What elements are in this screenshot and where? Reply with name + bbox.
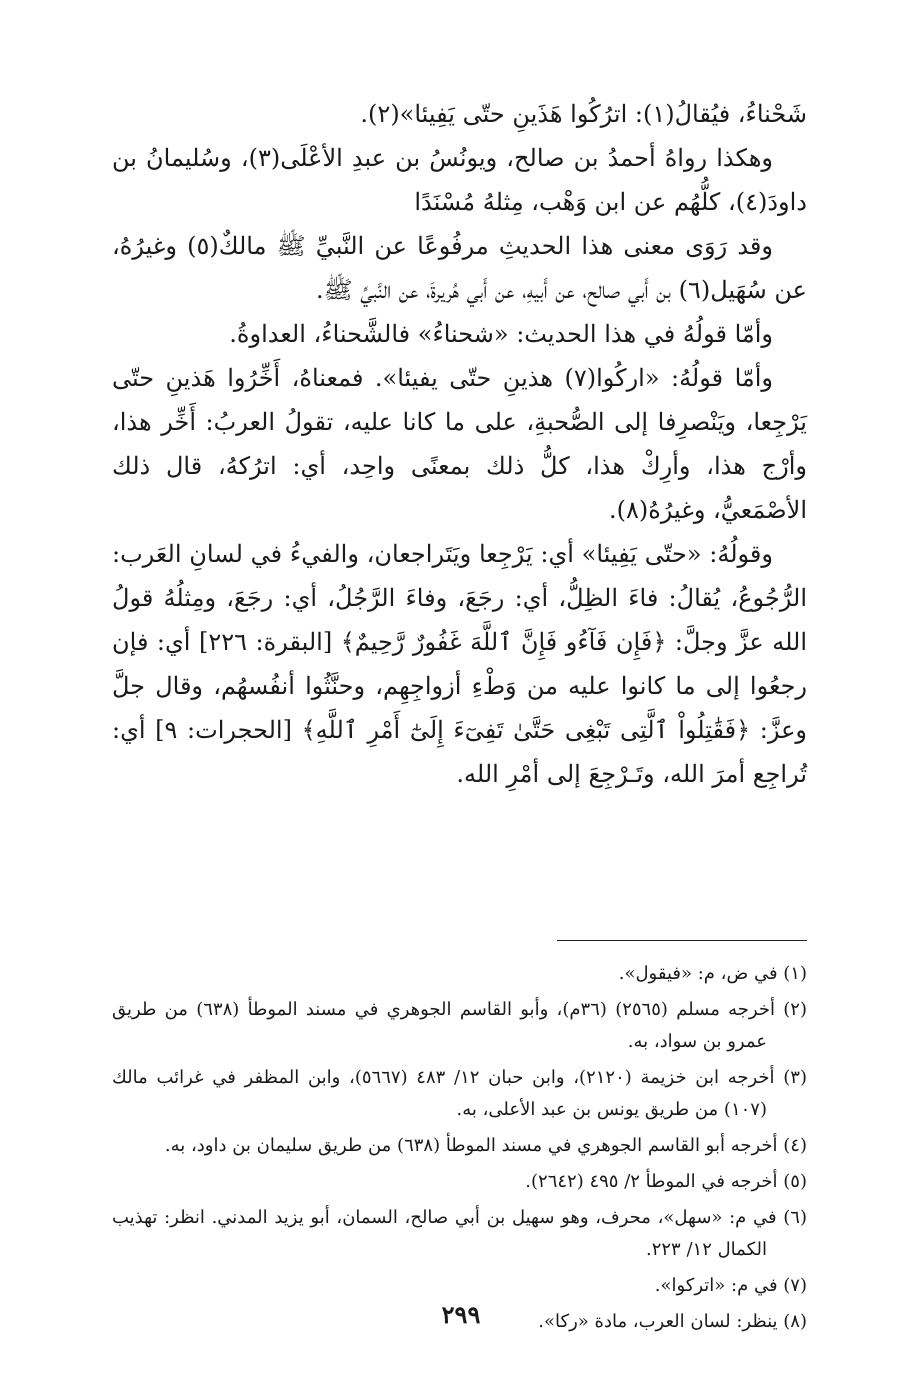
footnote-6: (٦) في م: «سهل»، محرف، وهو سهيل بن أبي صالح، السمان، أبو يزيد المدني. انظر: تهذيب الكمال ١٢/ ٢٢٣. <box>112 1207 807 1260</box>
footnote-7: (٧) في م: «اتركوا». <box>654 1275 807 1296</box>
paragraph-shahna: وأمّا قولُهُ في هذا الحديث: «شحناءُ» فالشَّحناءُ، العداوةُ. <box>229 320 773 348</box>
footnote-4: (٤) أخرجه أبو القاسم الجوهري في مسند الموطأ (٦٣٨) من طريق سليمان بن داود، به. <box>164 1135 807 1156</box>
paragraph-marfu: وقد رَوَى معنى هذا الحديثِ مرفُوعًا عن النَّبيِّ ﷺ مالكٌ(٥) وغيرُهُ، عن سُهَيل(٦) بن أَبي صالح، عن أَبيهِ، عن أَبي هُريرةَ، عن النَّبيِّ ﷺ. <box>112 232 807 304</box>
footnote-2: (٢) أخرجه مسلم (٢٥٦٥) (٣٦م)، وأبو القاسم الجوهري في مسند الموطأ (٦٣٨) من طريق عمرو بن سواد، به. <box>112 999 807 1052</box>
paragraph-narrators: وهكذا رواهُ أحمدُ بن صالح، ويونُسُ بن عبدِ الأعْلَى(٣)، وسُليمانُ بن داودَ(٤)، كلُّهُم عن ابن وَهْب، مِثلهُ مُسْنَدًا <box>112 144 807 216</box>
footnotes <box>112 958 807 1342</box>
footnote-1: (١) في ض، م: «فيقول». <box>618 963 807 984</box>
page-number: ٢٩٩ <box>441 1300 481 1329</box>
paragraph-yafia: وقولُهُ: «حتّى يَفِيئا» أي: يَرْجِعا ويَتَراجعان، والفيءُ في لسانِ العَرب: الرُّجُوعُ، يُقالُ: فاءَ الظِلُّ، أي: رجَعَ، وفاءَ الرَّجُلُ، أي: رجَعَ، ومِثلُهُ قولُ الله عزَّ وجلَّ: ﴿فَإِن فَآءُو فَإِنَّ ٱللَّهَ غَفُورٌ رَّحِيمٌ﴾ [البقرة: ٢٢٦] أي: فإن رجعُوا إلى ما كانوا عليه من وَطْءِ أزواجِهِم، وحنَّثُوا أنفُسهُم، وقال جلَّ وعزَّ: ﴿فَقَٰتِلُواْ ٱلَّتِى تَبْغِى حَتَّىٰ تَفِىٓءَ إِلَىٰٓ أَمْرِ ٱللَّهِ﴾ [الحجرات: ٩] أي: تُراجِع أمرَ الله، وتَـرْجِعَ إلى أمْرِ الله. <box>112 540 807 788</box>
footnote-5: (٥) أخرجه في الموطأ ٢/ ٤٩٥ (٢٦٤٢). <box>525 1171 807 1192</box>
paragraph-arku: وأمّا قولُهُ: «اركُوا(٧) هذينِ حتّى يفيئا». فمعناهُ، أَخِّرُوا هَذينِ حتّى يَرْجِعا، ويَنْصرِفا إلى الصُّحبةِ، على ما كانا عليه، تقولُ العربُ: أَخِّر هذا، وأرْج هذا، وأرِكْ هذا، كلُّ ذلك بمعنًى واحِد، أي: اترُكهُ، قال ذلك الأصْمَعيُّ، وغيرُهُ(٨). <box>112 364 807 524</box>
footnote-3: (٣) أخرجه ابن خزيمة (٢١٢٠)، وابن حبان ١٢/ ٤٨٣ (٥٦٦٧)، وابن المظفر في غرائب مالك (١٠٧) من طريق يونس بن عبد الأعلى، به. <box>112 1067 807 1120</box>
main-text <box>112 92 807 796</box>
footnote-8: (٨) ينظر: لسان العرب، مادة «ركا». <box>538 1311 807 1332</box>
paragraph-continuation: شَحْناءُ، فيُقالُ(١): اترُكُوا هَذَينِ حتّى يَفِيئا»(٢). <box>360 100 807 128</box>
footnote-divider <box>557 940 807 941</box>
